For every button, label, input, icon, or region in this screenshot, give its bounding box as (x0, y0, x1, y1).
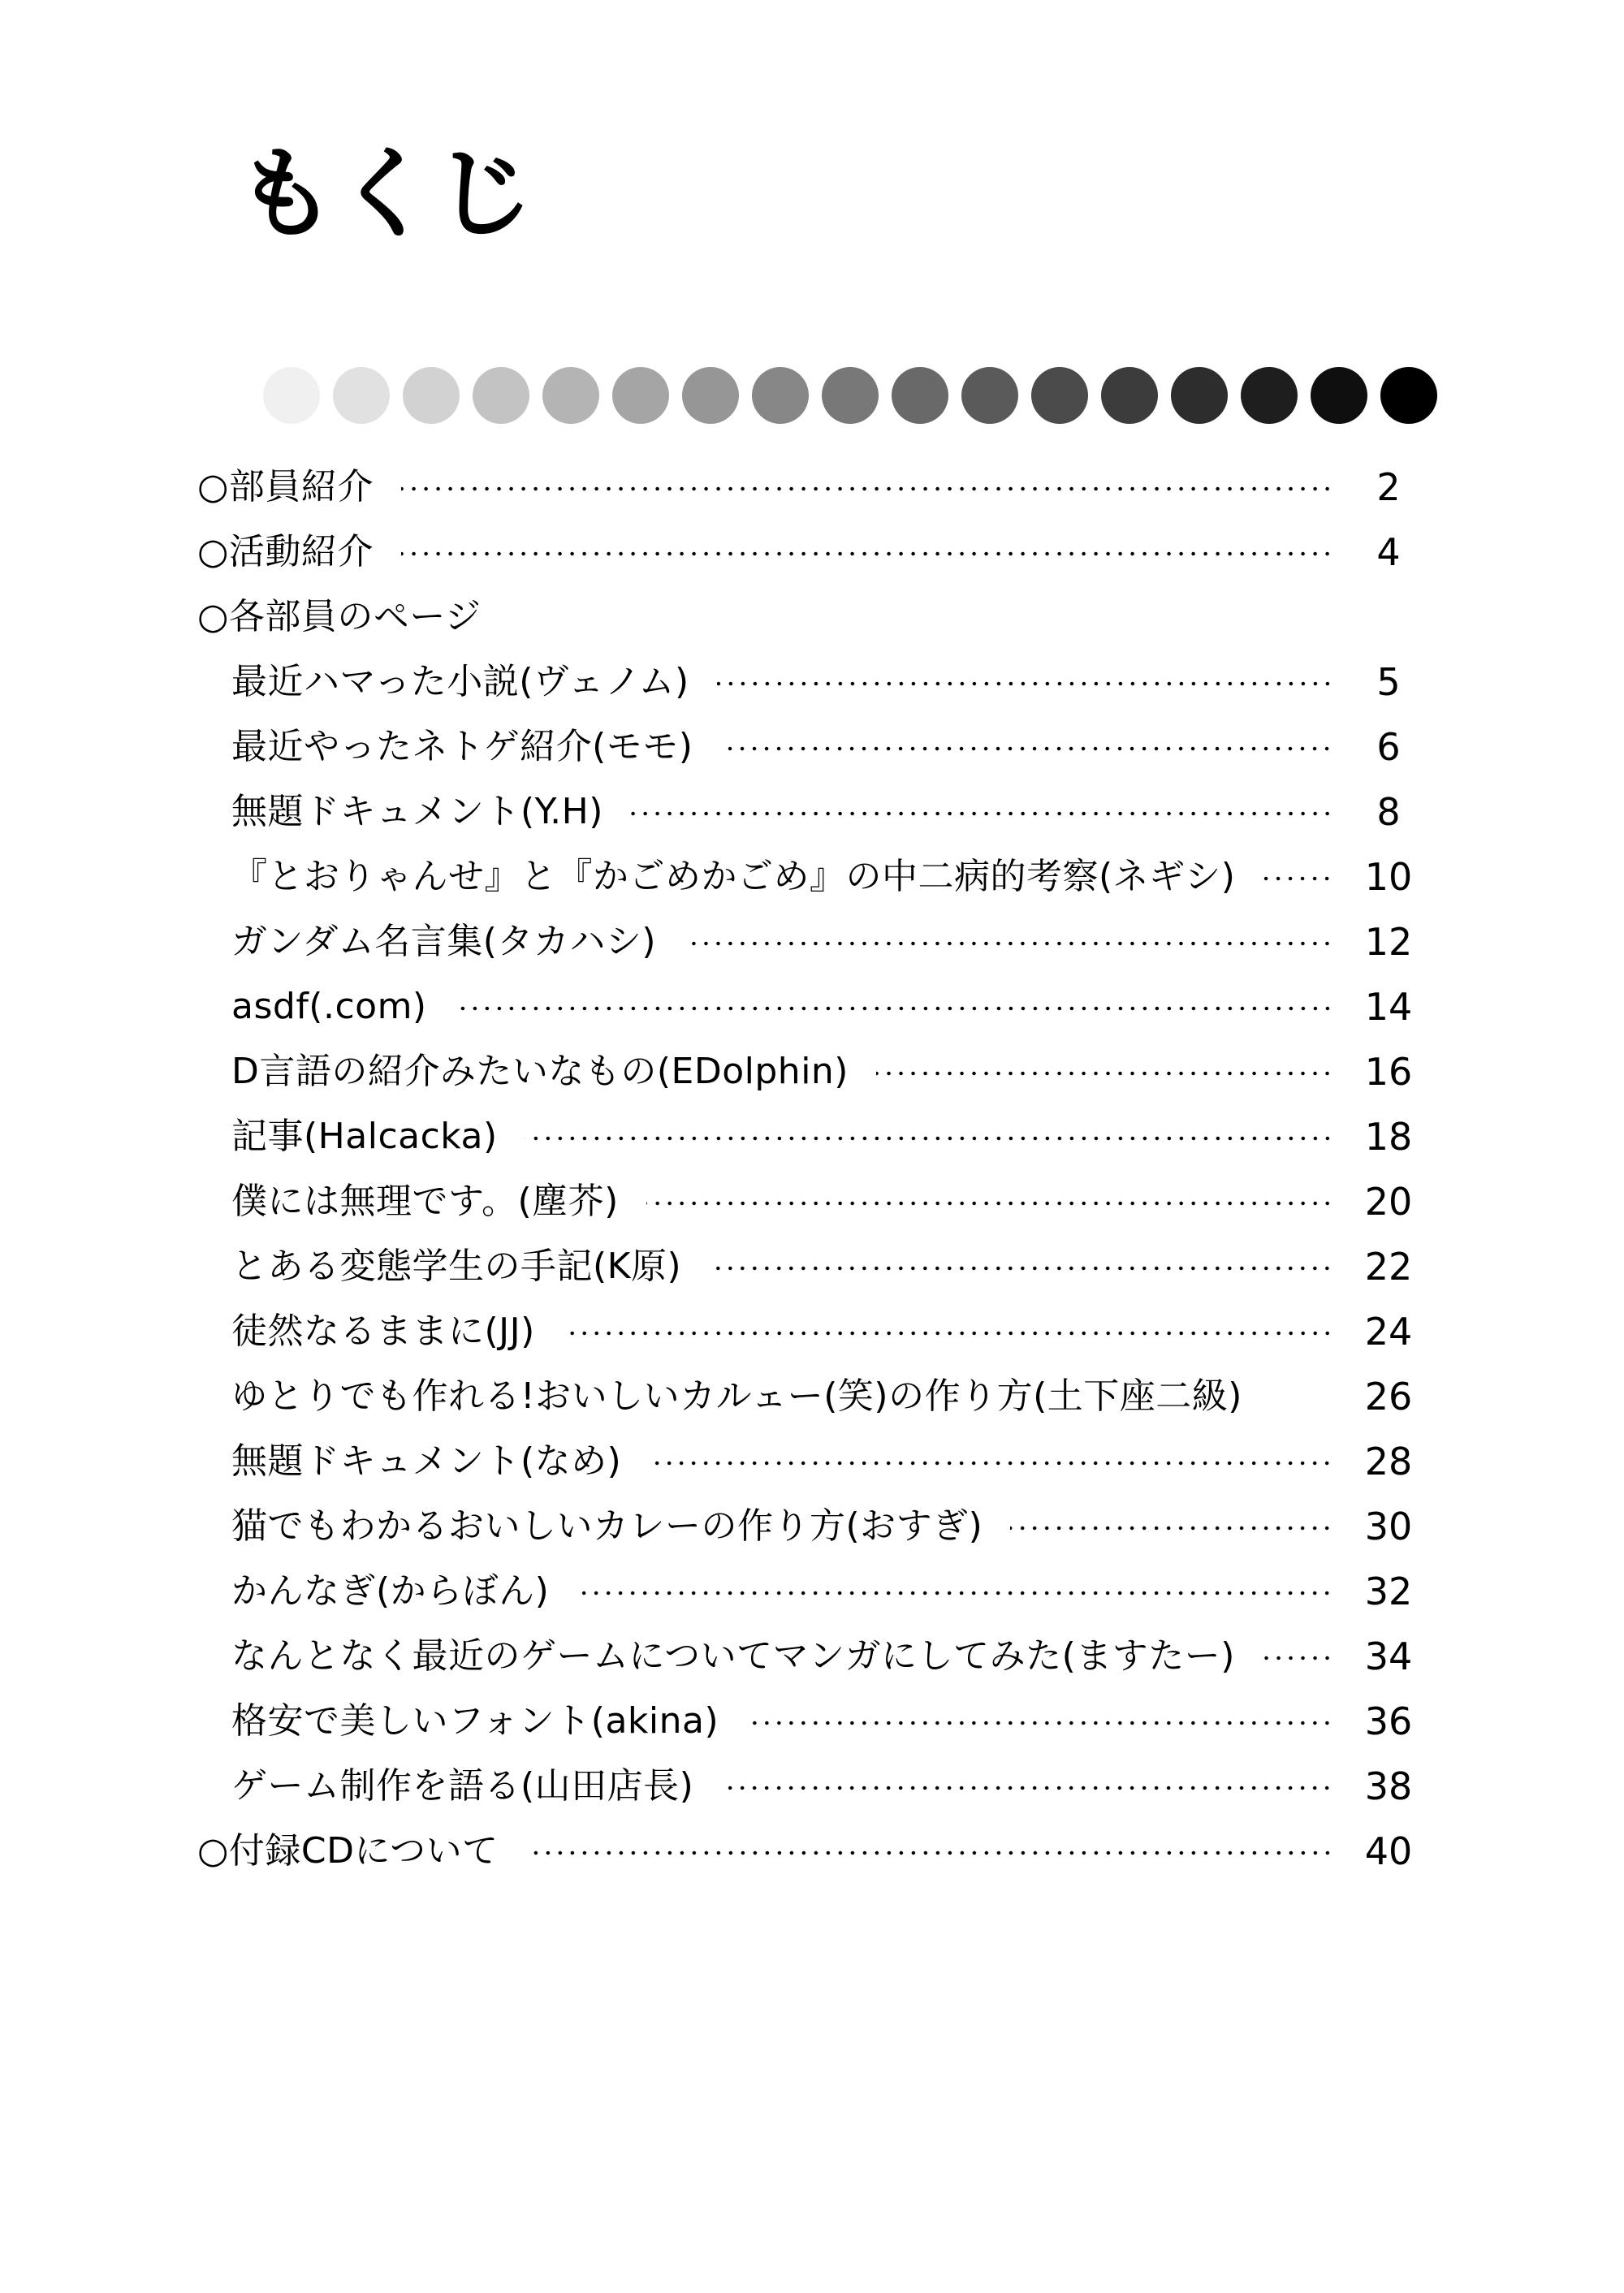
gradient-dot (961, 367, 1018, 424)
toc-entry (197, 909, 1437, 974)
dot-leader (746, 1719, 1333, 1727)
toc-entry-page: 4 (1376, 530, 1401, 574)
toc-entry-page: 5 (1376, 660, 1401, 704)
toc-entry-page: 12 (1364, 920, 1413, 964)
toc-entry-label: ○部員紹介 (197, 466, 374, 507)
toc-entry-page: 2 (1376, 465, 1401, 509)
toc-entry-label: ガンダム名言集(タカハシ) (231, 921, 657, 962)
gradient-dot (1380, 367, 1437, 424)
dot-leader (720, 745, 1333, 753)
toc-entry-page: 30 (1364, 1505, 1413, 1548)
toc-entry-label: 徒然なるままに(JJ) (231, 1311, 535, 1352)
gradient-dot (1241, 367, 1298, 424)
gradient-dot (682, 367, 739, 424)
toc-entry-label: 最近ハマった小説(ヴェノム) (231, 661, 689, 702)
toc-entry-page: 22 (1364, 1245, 1413, 1289)
toc-entry-page: 16 (1364, 1050, 1413, 1094)
toc-entry (197, 1689, 1437, 1754)
toc-entry (197, 1104, 1437, 1169)
dot-leader (401, 485, 1333, 493)
toc-entry (197, 715, 1437, 779)
dot-leader (525, 1134, 1333, 1142)
gradient-dot (473, 367, 529, 424)
dot-leader (631, 810, 1333, 818)
toc-entry-label: とある変態学生の手記(K原) (231, 1246, 682, 1287)
toc-entry-page: 8 (1376, 790, 1401, 834)
toc-entry-label: かんなぎ(からぼん) (231, 1570, 550, 1612)
gradient-dot (1101, 367, 1158, 424)
toc-entry-label: 『とおりゃんせ』と『かごめかごめ』の中二病的考察(ネギシ) (231, 856, 1236, 897)
dot-leader (649, 1459, 1333, 1467)
dot-leader (646, 1199, 1333, 1207)
toc-entry-page: 36 (1364, 1699, 1413, 1743)
gradient-dot (263, 367, 320, 424)
dot-leader (721, 1784, 1333, 1792)
toc-entry (197, 1559, 1437, 1624)
toc-list (197, 455, 1437, 1884)
dot-leader (526, 1849, 1333, 1857)
toc-entry-page: 20 (1364, 1180, 1413, 1224)
dot-leader (401, 550, 1333, 558)
toc-entry (197, 650, 1437, 715)
dot-leader (1263, 874, 1333, 883)
toc-entry (197, 844, 1437, 909)
gradient-dot (1171, 367, 1228, 424)
toc-entry-label: asdf(.com) (231, 986, 427, 1027)
toc-entry-label: 無題ドキュメント(なめ) (231, 1440, 622, 1482)
gradient-dot (822, 367, 879, 424)
toc-entry-page: 26 (1364, 1375, 1413, 1419)
toc-entry-page: 34 (1364, 1634, 1413, 1678)
dot-leader (455, 1004, 1333, 1013)
toc-entry (197, 1754, 1437, 1819)
page-title: もくじ (236, 136, 533, 252)
gradient-dot (333, 367, 390, 424)
dot-leader (1010, 1524, 1333, 1532)
toc-entry (197, 455, 1437, 520)
toc-entry (197, 1819, 1437, 1884)
toc-entry-label: 僕には無理です。(塵芥) (231, 1181, 619, 1222)
toc-entry-page: 6 (1376, 725, 1401, 769)
toc-entry-page: 38 (1364, 1764, 1413, 1808)
toc-entry (197, 1429, 1437, 1494)
toc-entry-label: 記事(Halcacka) (231, 1116, 498, 1157)
toc-entry-label: ゲーム制作を語る(山田店長) (231, 1765, 694, 1807)
gradient-dot (542, 367, 599, 424)
toc-entry (197, 1234, 1437, 1299)
gradient-dot (403, 367, 460, 424)
dot-leader (717, 680, 1333, 688)
toc-entry (197, 1299, 1437, 1364)
toc-entry-page: 24 (1364, 1310, 1413, 1354)
toc-entry-label: D言語の紹介みたいなもの(EDolphin) (231, 1051, 849, 1092)
toc-entry-page: 10 (1364, 855, 1413, 899)
dot-leader (509, 615, 1333, 623)
toc-entry-page: 40 (1364, 1829, 1413, 1873)
dot-leader (1263, 1654, 1333, 1662)
gradient-dot-row (0, 367, 1437, 424)
dot-leader (709, 1264, 1333, 1272)
toc-entry (197, 1494, 1437, 1559)
toc-entry-label: ○各部員のページ (197, 596, 482, 637)
toc-entry-label: なんとなく最近のゲームについてマンガにしてみた(ますたー) (231, 1635, 1235, 1677)
dot-leader (876, 1069, 1333, 1077)
toc-entry-label: 猫でもわかるおいしいカレーの作り方(おすぎ) (231, 1505, 983, 1547)
dot-leader (563, 1329, 1333, 1337)
toc-entry-label: ゆとりでも作れる!おいしいカルェー(笑)の作り方(土下座二級) (231, 1375, 1242, 1417)
toc-entry-label: 格安で美しいフォント(akina) (231, 1700, 719, 1742)
gradient-dot (1311, 367, 1367, 424)
toc-entry-label: 無題ドキュメント(Y.H) (231, 791, 603, 832)
toc-entry-page: 32 (1364, 1570, 1413, 1613)
toc-entry-page: 14 (1364, 985, 1413, 1029)
toc-entry-label: ○活動紹介 (197, 531, 374, 572)
toc-entry (197, 1624, 1437, 1689)
toc-entry (197, 520, 1437, 585)
dot-leader (684, 939, 1333, 948)
toc-entry-label: 最近やったネトゲ紹介(モモ) (231, 726, 693, 767)
gradient-dot (612, 367, 669, 424)
toc-entry-page: 18 (1364, 1115, 1413, 1159)
dot-leader (1270, 1394, 1333, 1402)
toc-entry (197, 974, 1437, 1039)
toc-entry (197, 779, 1437, 844)
toc-entry (197, 585, 1437, 650)
gradient-dot (892, 367, 948, 424)
toc-entry (197, 1169, 1437, 1234)
dot-leader (577, 1589, 1333, 1597)
toc-entry-label: ○付録CDについて (197, 1830, 499, 1872)
toc-entry-page: 28 (1364, 1440, 1413, 1483)
gradient-dot (1031, 367, 1088, 424)
toc-entry (197, 1039, 1437, 1104)
gradient-dot (752, 367, 809, 424)
toc-entry (197, 1364, 1437, 1429)
